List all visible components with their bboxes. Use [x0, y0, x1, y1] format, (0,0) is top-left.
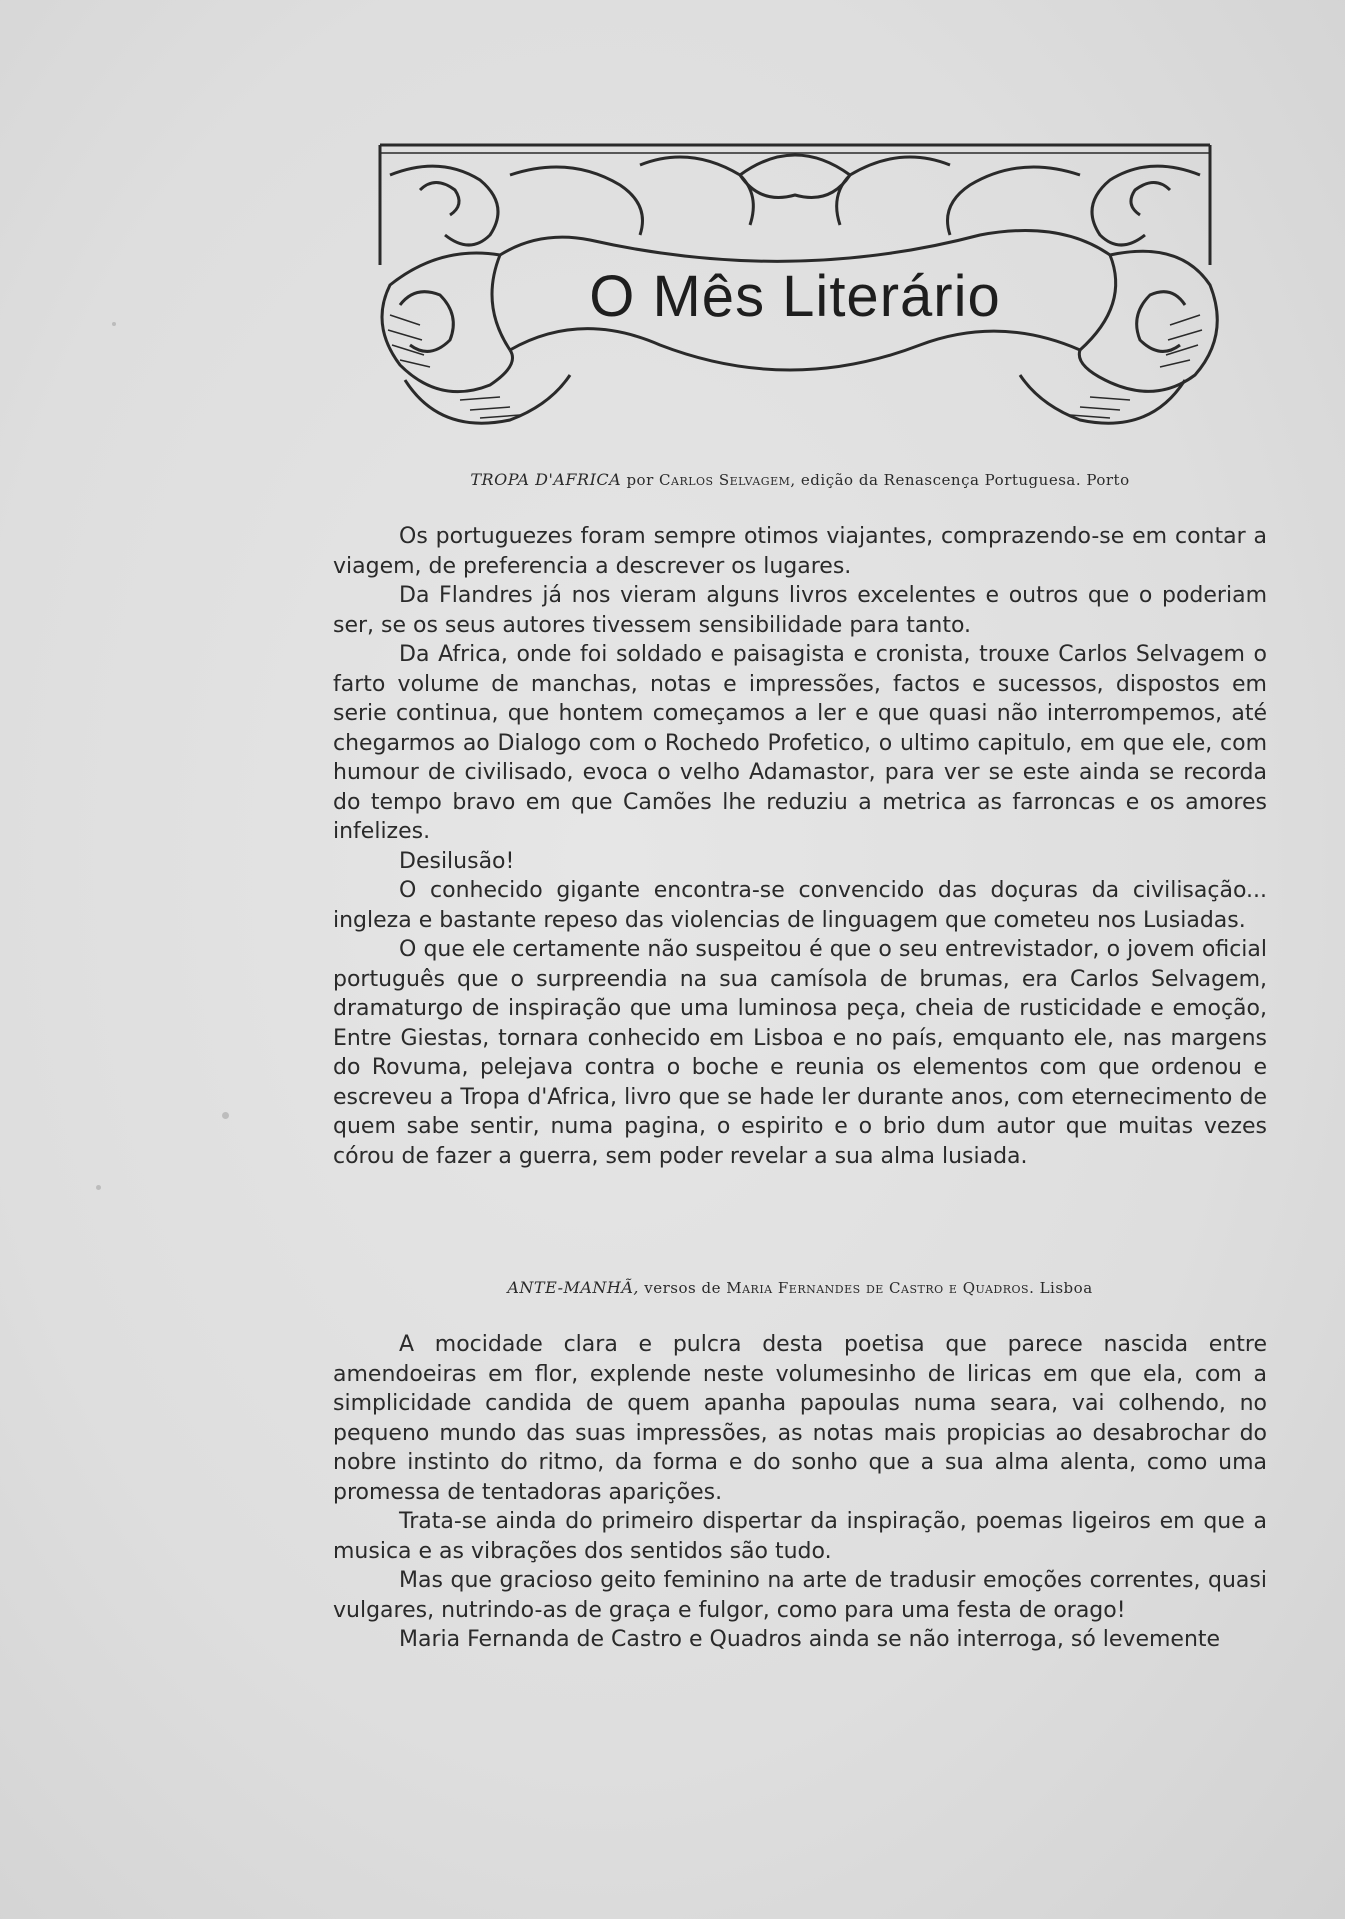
- paper-speck: [96, 1185, 101, 1190]
- heading-publisher: . Lisboa: [1029, 1279, 1093, 1297]
- heading-by: versos de: [639, 1279, 727, 1297]
- paragraph: O conhecido gigante encontra-se convencido das doçuras da civilisação... ingleza e bastante repeso das violencias de linguagem que cometeu nos Lusiadas.: [333, 878, 1267, 933]
- heading-publisher: , edição da Renascença Portuguesa. Porto: [790, 471, 1130, 489]
- paragraph: Da Flandres já nos vieram alguns livros excelentes e outros que o poderiam ser, se os seus autores tivessem sensibilidade para tanto.: [333, 583, 1267, 638]
- book-author: Carlos Selvagem: [659, 471, 791, 489]
- paragraph: A mocidade clara e pulcra desta poetisa que parece nascida entre amendoeiras em flor, explende neste volumesinho de liricas em que ela, com a simplicidade candida de quem apanha papoulas numa seara, vai colhendo, no pequeno mundo das suas impressões, as notas mais propicias ao desabrochar do nobre instinto do ritmo, da forma e do sonho que a sua alma alenta, como uma promessa de tentadoras aparições.: [333, 1332, 1267, 1505]
- paragraph: O que ele certamente não suspeitou é que o seu entrevistador, o jovem oficial português que o surpreendia na sua camísola de brumas, era Carlos Selvagem, dramaturgo de inspiração que uma luminosa peça, cheia de rusticidade e emoção, Entre Giestas, tornara conhecido em Lisboa e no país, emquanto ele, nas margens do Rovuma, pelejava contra o boche e reunia os elementos com que ordenou e escreveu a Tropa d'Africa, livro que se hade ler durante anos, com eternecimento de quem sabe sentir, numa pagina, o espirito e o brio dum autor que muitas vezes córou de fazer a guerra, sem poder revelar a sua alma lusiada.: [333, 937, 1267, 1169]
- paper-speck: [222, 1112, 229, 1119]
- paper-speck: [112, 322, 116, 326]
- book-author: Maria Fernandes de Castro e Quadros: [726, 1279, 1030, 1297]
- book-title: ANTE-MANHÃ,: [507, 1278, 639, 1297]
- review-body: [333, 522, 1267, 1171]
- paragraph: Trata-se ainda do primeiro dispertar da inspiração, poemas ligeiros em que a musica e as vibrações dos sentidos são tudo.: [333, 1509, 1267, 1564]
- banner-title: O Mês Literário: [589, 264, 1001, 329]
- review-heading: [333, 470, 1267, 489]
- paragraph: Desilusão!: [399, 848, 515, 874]
- paragraph: Mas que gracioso geito feminino na arte de tradusir emoções correntes, quasi vulgares, nutrindo-as de graça e fulgor, como para uma festa de orago!: [333, 1568, 1267, 1623]
- paragraph: Os portuguezes foram sempre otimos viajantes, comprazendo-se em contar a viagem, de preferencia a descrever os lugares.: [333, 524, 1267, 579]
- review-body: [333, 1330, 1267, 1655]
- book-title: TROPA D'AFRICA: [470, 470, 622, 489]
- paragraph: Maria Fernanda de Castro e Quadros ainda se não interroga, só levemente: [399, 1627, 1221, 1652]
- heading-by: por: [621, 471, 660, 489]
- review-heading: [333, 1278, 1267, 1297]
- ornamental-banner: [360, 135, 1230, 440]
- paragraph: Da Africa, onde foi soldado e paisagista e cronista, trouxe Carlos Selvagem o farto volume de manchas, notas e impressões, factos e sucessos, dispostos em serie continua, que hontem começamos a ler e que quasi não interrompemos, até chegarmos ao Dialogo com o Rochedo Profetico, o ultimo capitulo, em que ele, com humour de civilisado, evoca o velho Adamastor, para ver se este ainda se recorda do tempo bravo em que Camões lhe reduziu a metrica as farroncas e os amores infelizes.: [333, 642, 1267, 844]
